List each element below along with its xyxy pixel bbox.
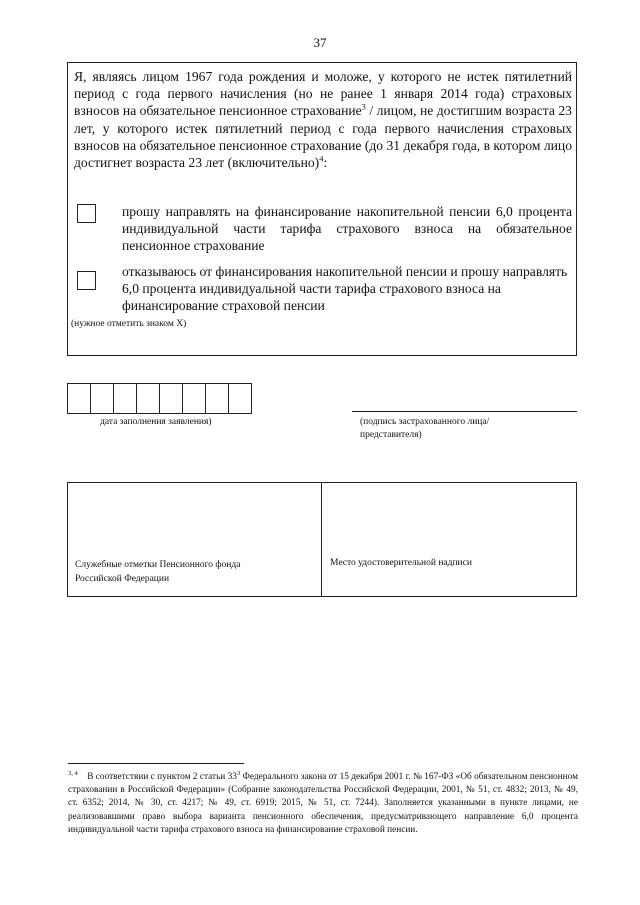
signature-label-line2: представителя) (360, 430, 422, 440)
option-text-fund-pension: прошу направлять на финансирование накопительной пенсии 6,0 процента индивидуальной части тарифа страхового взноса на обязательное пенсионное страхование (122, 204, 572, 254)
date-label: дата заполнения заявления) (100, 417, 212, 427)
option-text-refuse: отказываюсь от финансирования накопительной пенсии и прошу направлять 6,0 процента индивидуальной части тарифа страхового взноса на финансирование страховой пенсии (122, 264, 568, 314)
intro-text-part2: / лицом, не достигшим возраста 23 лет, у которого истек пятилетний период с года первого начисления страховых взносов на обязательное пенсионное страхование (до 31 декабря года, в котором лицо достигнет возраста 23 лет (включительно) (74, 103, 572, 171)
date-cell[interactable] (228, 383, 252, 414)
signature-label (360, 416, 550, 442)
footnote-ref-4: 4 (319, 153, 324, 164)
date-cell[interactable] (67, 383, 91, 414)
option-checkbox-refuse[interactable] (77, 271, 96, 290)
pension-fund-marks-line2: Российской Федерации (75, 574, 170, 584)
date-cell[interactable] (205, 383, 229, 414)
signature-label-line1: (подпись застрахованного лица/ (360, 417, 490, 427)
signature-line[interactable] (352, 411, 577, 412)
intro-text-part1: Я, являясь лицом 1967 года рождения и моложе, у которого не истек пятилетний период с года первого начисления (но не ранее 1 января 2014 года) страховых взносов на обязательное пенсионное страхование (74, 69, 572, 119)
office-divider (321, 483, 322, 596)
footnote-marker: 3, 4 (68, 769, 78, 777)
footnote-text-part1: В соответствии с пунктом 2 статьи 33 (87, 772, 237, 782)
footnote-separator (68, 763, 244, 764)
page-number: 37 (313, 35, 327, 50)
statement-intro (74, 68, 572, 171)
date-cell[interactable] (90, 383, 114, 414)
pension-fund-marks-line1: Служебные отметки Пенсионного фонда (75, 560, 241, 570)
footnote-text-part2: Федерального закона от 15 декабря 2001 г. № 167-ФЗ «Об обязательном пенсионном страховании в Российской Федерации» (Собрание законодательства Российской Федерации, 2001, № 51, ст. 4832; 2013, № 49, ст. 6352; 2014, № 30, ст. 4217; № 49, ст. 6919; 2015, № 51, ст. 7244). Заполняется указанными в пункте лицами, не реализовавшими право выбора варианта пенсионного обеспечения, предусматривающего направление 6,0 процента индивидуальной части тарифа страхового взноса на финансирование страховой пенсии. (68, 772, 578, 835)
pension-fund-marks-label (75, 558, 305, 586)
date-cell[interactable] (159, 383, 183, 414)
statement-box (67, 62, 577, 356)
footnotes (68, 771, 578, 837)
office-marks-table (67, 482, 577, 597)
intro-text-part3: : (323, 155, 328, 171)
footnote-article-sup: 3 (236, 769, 241, 777)
date-cell[interactable] (136, 383, 160, 414)
date-cell[interactable] (113, 383, 137, 414)
date-input-boxes[interactable] (68, 383, 252, 414)
mark-hint: (нужное отметить знаком Х) (71, 319, 187, 329)
certification-place-label: Место удостоверительной надписи (330, 558, 472, 568)
date-cell[interactable] (182, 383, 206, 414)
option-checkbox-fund-pension[interactable] (77, 204, 96, 223)
footnote-ref-3: 3 (361, 101, 366, 112)
